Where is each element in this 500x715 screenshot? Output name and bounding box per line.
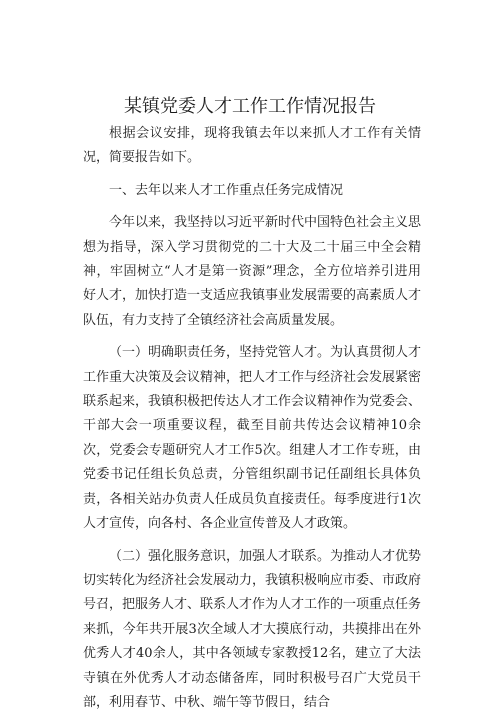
- document-title: 某镇党委人才工作工作情况报告: [0, 92, 500, 118]
- document-body: [83, 122, 421, 715]
- body-paragraph-3: （二）强化服务意识，加强人才联系。为推动人才优势切实转化为经济社会发展动力，我镇积极响应市委、市政府号召，把服务人才、联系人才作为人才工作的一项重点任务来抓，今年共开展3次全域人才大摸底行动，共摸排出在外优秀人才40余人，其中各领域专家教授12名，建立了大法寺镇在外优秀人才动态储备库，同时积极号召广大党员干部，利用春节、中秋、端午等节假日，结合: [83, 545, 421, 715]
- intro-paragraph: 根据会议安排，现将我镇去年以来抓人才工作有关情况，简要报告如下。: [83, 122, 421, 171]
- body-paragraph-1: 今年以来，我坚持以习近平新时代中国特色社会主义思想为指导，深入学习贯彻党的二十大及二十届三中全会精神，牢固树立“人才是第一资源”理念，全方位培养引进用好人才，加快打造一支适应我镇事业发展需要的高素质人才队伍，有力支持了全镇经济社会高质量发展。: [83, 211, 421, 333]
- section-heading: 一、去年以来人才工作重点任务完成情况: [83, 179, 421, 203]
- body-paragraph-2: （一）明确职责任务，坚持党管人才。为认真贯彻人才工作重大决策及会议精神，把人才工作与经济社会发展紧密联系起来，我镇积极把传达人才工作会议精神作为党委会、干部大会一项重要议程，截至目前共传达会议精神10余次，党委会专题研究人才工作5次。组建人才工作专班，由党委书记任组长负总责，分管组织副书记任副组长具体负责，各相关站办负责人任成员负直接责任。每季度进行1次人才宣传，向各村、各企业宣传普及人才政策。: [83, 341, 421, 536]
